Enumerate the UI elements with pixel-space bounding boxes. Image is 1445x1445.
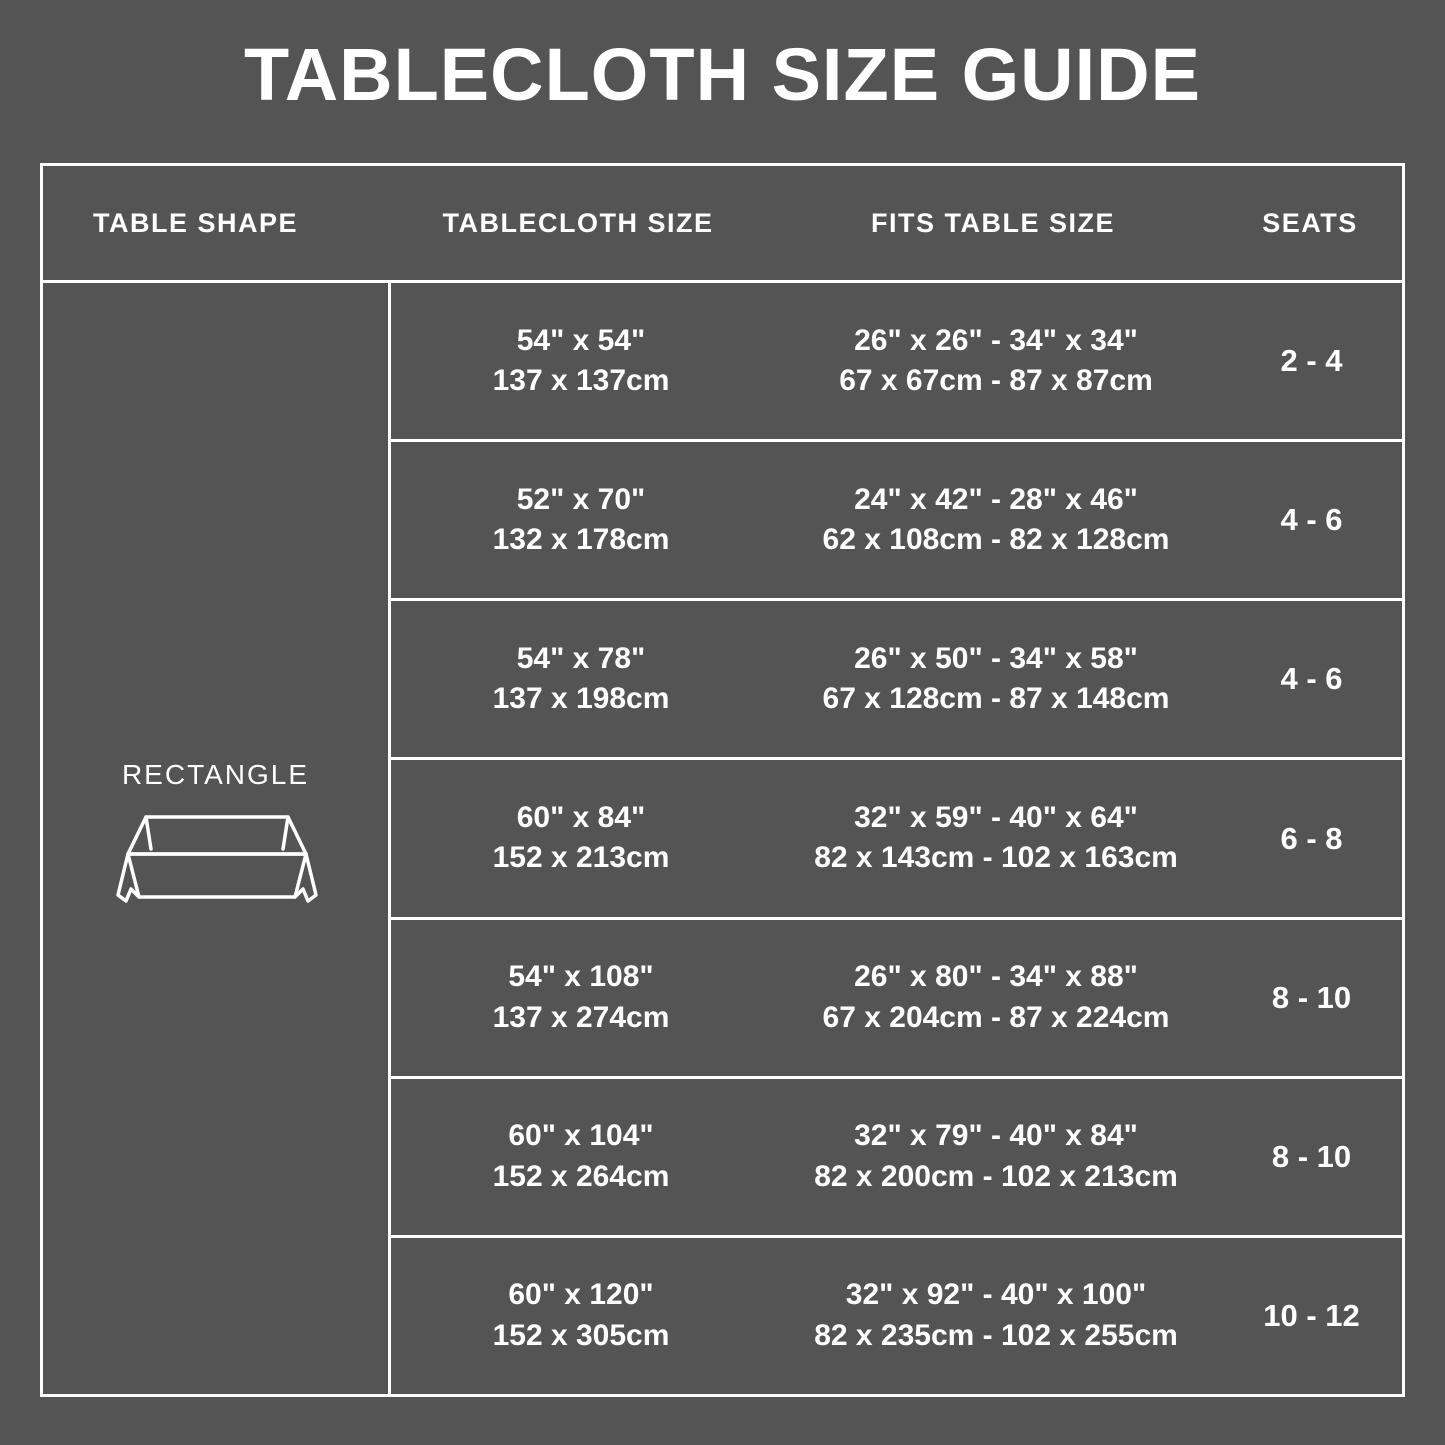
seats-cell: 8 - 10 <box>1271 979 1352 1015</box>
column-header-tablecloth-size: TABLECLOTH SIZE <box>442 207 714 238</box>
seats-cell: 10 - 12 <box>1263 1297 1360 1333</box>
column-header-fits-table-size: FITS TABLE SIZE <box>871 207 1115 238</box>
seats-cell: 2 - 4 <box>1280 343 1343 379</box>
fits-table-size-cell <box>771 1275 1221 1356</box>
tablecloth-size-cm: 137 x 137cm <box>492 364 670 398</box>
column-header-table-shape: TABLE SHAPE <box>93 207 299 238</box>
tablecloth-size-cell <box>391 321 771 402</box>
table-row <box>391 920 1402 1079</box>
rectangle-tablecloth-icon <box>106 809 326 919</box>
fits-table-size-cell <box>771 480 1221 561</box>
tablecloth-size-cm: 152 x 305cm <box>492 1318 670 1352</box>
fits-size-cm: 62 x 108cm - 82 x 128cm <box>822 523 1170 557</box>
shape-cell-rectangle <box>43 283 391 1394</box>
fits-size-inches: 32" x 79" - 40" x 84" <box>854 1119 1138 1153</box>
fits-size-cm: 67 x 128cm - 87 x 148cm <box>822 682 1170 716</box>
fits-size-inches: 32" x 59" - 40" x 64" <box>854 800 1138 834</box>
table-row <box>391 601 1402 760</box>
tablecloth-size-inches: 54" x 54" <box>516 323 646 357</box>
data-rows <box>391 283 1402 1394</box>
tablecloth-size-cm: 152 x 213cm <box>492 841 670 875</box>
tablecloth-size-cm: 137 x 198cm <box>492 682 670 716</box>
tablecloth-size-inches: 52" x 70" <box>516 482 646 516</box>
table-body <box>43 283 1402 1394</box>
fits-size-cm: 67 x 204cm - 87 x 224cm <box>822 1000 1170 1034</box>
fits-table-size-cell <box>771 321 1221 402</box>
tablecloth-size-cm: 137 x 274cm <box>492 1000 670 1034</box>
tablecloth-size-cm: 132 x 178cm <box>492 523 670 557</box>
column-header-seats: SEATS <box>1262 207 1358 238</box>
tablecloth-size-cell <box>391 957 771 1038</box>
tablecloth-size-inches: 60" x 120" <box>508 1278 654 1312</box>
tablecloth-size-cell <box>391 798 771 879</box>
table-header-row <box>43 166 1402 283</box>
fits-size-inches: 24" x 42" - 28" x 46" <box>854 482 1138 516</box>
fits-table-size-cell <box>771 798 1221 879</box>
fits-table-size-cell <box>771 957 1221 1038</box>
fits-table-size-cell <box>771 639 1221 720</box>
fits-size-cm: 67 x 67cm - 87 x 87cm <box>839 364 1153 398</box>
fits-size-cm: 82 x 200cm - 102 x 213cm <box>814 1159 1178 1193</box>
tablecloth-size-cell <box>391 1275 771 1356</box>
fits-size-inches: 26" x 80" - 34" x 88" <box>854 960 1138 994</box>
tablecloth-size-cell <box>391 639 771 720</box>
tablecloth-size-inches: 54" x 108" <box>508 960 654 994</box>
size-guide-table <box>40 163 1405 1397</box>
fits-table-size-cell <box>771 1116 1221 1197</box>
tablecloth-size-inches: 54" x 78" <box>516 641 646 675</box>
tablecloth-size-cell <box>391 1116 771 1197</box>
tablecloth-size-inches: 60" x 104" <box>508 1119 654 1153</box>
tablecloth-size-inches: 60" x 84" <box>516 800 646 834</box>
table-row <box>391 760 1402 919</box>
table-row <box>391 442 1402 601</box>
shape-label: RECTANGLE <box>121 758 310 790</box>
seats-cell: 4 - 6 <box>1280 502 1343 538</box>
seats-cell: 4 - 6 <box>1280 661 1343 697</box>
table-row <box>391 1079 1402 1238</box>
page-title: TABLECLOTH SIZE GUIDE <box>244 33 1201 116</box>
fits-size-inches: 32" x 92" - 40" x 100" <box>845 1278 1147 1312</box>
fits-size-inches: 26" x 26" - 34" x 34" <box>854 323 1138 357</box>
fits-size-cm: 82 x 143cm - 102 x 163cm <box>814 841 1178 875</box>
table-row <box>391 1238 1402 1394</box>
fits-size-inches: 26" x 50" - 34" x 58" <box>854 641 1138 675</box>
seats-cell: 6 - 8 <box>1280 820 1343 856</box>
tablecloth-size-cell <box>391 480 771 561</box>
seats-cell: 8 - 10 <box>1271 1138 1352 1174</box>
tablecloth-size-cm: 152 x 264cm <box>492 1159 670 1193</box>
fits-size-cm: 82 x 235cm - 102 x 255cm <box>814 1318 1178 1352</box>
table-row <box>391 283 1402 442</box>
